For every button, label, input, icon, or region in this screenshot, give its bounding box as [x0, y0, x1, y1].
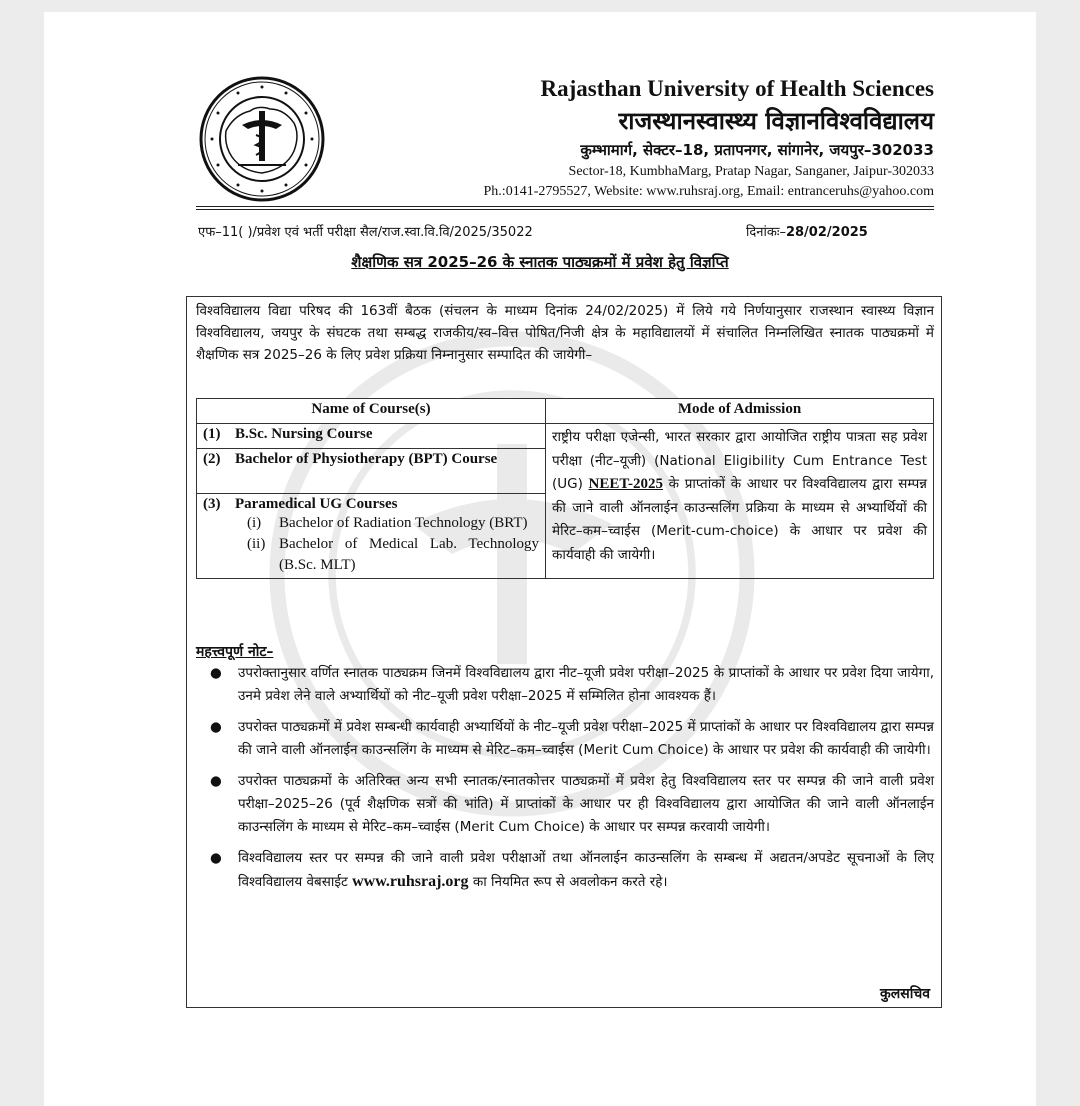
table-header-row: [197, 399, 934, 424]
course-number: (2): [203, 451, 221, 467]
note-text: उपरोक्तानुसार वर्णित स्नातक पाठ्यक्रम जिनमें विश्वविद्यालय द्वारा नीट–यूजी प्रवेश परीक्षा–2025 के प्राप्तांकों के आधार पर प्रवेश दिया जायेगा, उनमे प्रवेश लेने वाले अभ्यार्थियों को नीट–यूजी प्रवेश परीक्षा–2025 में सम्मिलित होना आवश्यक हैं।: [238, 665, 934, 704]
date-value: 28/02/2025: [785, 225, 868, 240]
course-line: [203, 451, 539, 468]
list-item: [196, 770, 934, 839]
course-cell: [197, 494, 546, 579]
reference-number: एफ–11( )/प्रवेश एवं भर्ती परीक्षा सैल/राज.स्वा.वि.वि/2025/35022: [198, 225, 533, 240]
bullet-icon: ●: [210, 850, 222, 866]
website-link[interactable]: www.ruhsraj.org: [352, 873, 469, 890]
sub-course: [203, 513, 539, 534]
address-hindi: कुम्भामार्ग, सेक्टर–18, प्रतापनगर, सांगानेर, जयपुर–302033: [580, 141, 934, 159]
university-seal-logo: [198, 75, 326, 203]
note-text: उपरोक्त पाठ्यक्रमों में प्रवेश सम्बन्धी कार्यवाही अभ्यार्थियों के नीट–यूजी प्रवेश परीक्षा–2025 में प्राप्तांकों के आधार पर विश्वविद्यालय द्वारा सम्पन्न की जाने वाली ऑनलाईन काउन्सलिंग के माध्यम से मेरिट–कम–च्वाईस (Merit Cum Choice) के आधार पर प्रवेश की कार्यवाही की जायेगी।: [238, 719, 934, 758]
notice-subject: शैक्षणिक सत्र 2025–26 के स्नातक पाठ्यक्रमों में प्रवेश हेतु विज्ञप्ति: [351, 253, 729, 271]
mode-text-before: राष्ट्रीय परीक्षा एजेन्सी, भारत सरकार द्वारा आयोजित राष्ट्रीय पात्रता सह प्रवेश परीक्षा (नीट–यूजी) (National Eligibility Cum Entrance Test (UG): [552, 429, 927, 492]
col-header-mode: Mode of Admission: [546, 399, 934, 424]
sub-course: [203, 534, 539, 576]
course-name: Bachelor of Physiotherapy (BPT) Course: [235, 451, 498, 467]
date-label: दिनांकः–: [746, 225, 786, 240]
registrar-signature: कुलसचिव: [879, 986, 930, 1002]
bullet-icon: ●: [210, 665, 222, 681]
header-divider-2: [196, 209, 934, 210]
course-number: (3): [203, 496, 221, 512]
course-name: B.Sc. Nursing Course: [235, 426, 373, 442]
header-divider: [196, 206, 934, 207]
note-text-after: का नियमित रूप से अवलोकन करते रहे।: [468, 874, 668, 890]
neet-highlight: NEET-2025: [588, 476, 664, 492]
issue-date: [746, 222, 868, 240]
mode-text-after: के प्राप्तांकों के आधार पर विश्वविद्यालय द्वारा सम्पन्न की जाने वाली ऑनलाईन काउन्सलिंग प्रक्रिया के माध्यम से अभ्यार्थियों की मेरिट–कम–च्वाईस (Merit-cum-choice) के आधार पर प्रवेश की कार्यवाही की जायेगी।: [552, 476, 928, 563]
course-name: Paramedical UG Courses: [235, 496, 398, 512]
course-table: [196, 398, 934, 579]
sub-course-name: Bachelor of Medical Lab. Technology (B.Sc. MLT): [279, 536, 539, 573]
course-cell: [197, 449, 546, 494]
col-header-course: Name of Course(s): [197, 399, 546, 424]
bullet-icon: ●: [210, 719, 222, 735]
mode-of-admission-cell: [546, 424, 934, 579]
list-item: [196, 716, 934, 762]
course-cell: [197, 424, 546, 449]
bullet-icon: ●: [210, 773, 222, 789]
notes-heading: महत्त्वपूर्ण नोट–: [196, 644, 274, 660]
list-item: [196, 662, 934, 708]
contact-line: Ph.:0141-2795527, Website: www.ruhsraj.org, Email: entranceruhs@yahoo.com: [483, 184, 934, 199]
note-text-before: विश्वविद्यालय स्तर पर सम्पन्न की जाने वाली प्रवेश परीक्षाओं तथा ऑनलाईन काउन्सलिंग के सम्बन्ध में अद्यतन/अपडेट सूचनाओं के लिए विश्वविद्यालय वेबसाईट: [238, 850, 934, 890]
sub-course-name: Bachelor of Radiation Technology (BRT): [279, 515, 528, 531]
table-row: [197, 424, 934, 449]
note-text: उपरोक्त पाठ्यक्रमों के अतिरिक्त अन्य सभी स्नातक/स्नातकोत्तर पाठ्यक्रमों में प्रवेश हेतु विश्वविद्यालय स्तर पर सम्पन्न की जाने वाली प्रवेश परीक्षा–2025–26 (पूर्व शैक्षणिक सत्रों की भांति) में प्राप्तांकों के आधार पर ही विश्वविद्यालय द्वारा आयोजित की जाने वाली ऑनलाईन काउन्सलिंग के माध्यम से मेरिट–कम–च्वाईस (Merit Cum Choice) के आधार पर सम्पन्न करवायी जायेगी।: [238, 773, 934, 835]
list-item: [196, 847, 934, 894]
notes-list: [196, 662, 934, 902]
university-name-english: Rajasthan University of Health Sciences: [540, 76, 934, 101]
address-english: Sector-18, KumbhaMarg, Pratap Nagar, Sanganer, Jaipur-302033: [568, 164, 934, 179]
sub-course-number: (ii): [247, 536, 266, 552]
intro-paragraph: विश्वविद्यालय विद्या परिषद की 163वीं बैठक (संचलन के माध्यम दिनांक 24/02/2025) में लिये गये निर्णयानुसार राजस्थान स्वास्थ्य विज्ञान विश्वविद्यालय, जयपुर के संघटक तथा सम्बद्ध राजकीय/स्व–वित्त पोषित/निजी क्षेत्र के महाविद्यालयों में संचालित निम्नलिखित स्नातक पाठ्यक्रमों में शैक्षणिक सत्र 2025–26 के लिए प्रवेश प्रक्रिया निम्नानुसार सम्पादित की जायेगी–: [196, 303, 934, 363]
course-line: [203, 496, 539, 513]
course-number: (1): [203, 426, 221, 442]
sub-course-number: (i): [247, 515, 262, 531]
university-name-hindi: राजस्थानस्वास्थ्य विज्ञानविश्वविद्यालय: [618, 107, 934, 135]
